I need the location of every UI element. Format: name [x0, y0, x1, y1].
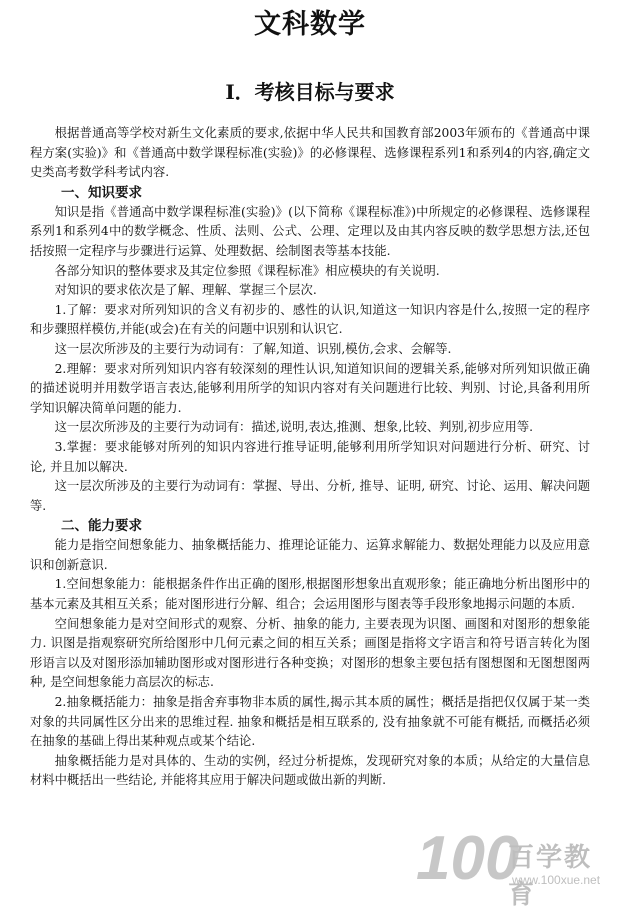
subsection-heading: 二、能力要求	[61, 518, 143, 535]
paragraph: 根据普通高等学校对新生文化素质的要求,依据中华人民共和国教育部2003年颁布的《普通高中课程方案(实验)》和《普通高中数学课程标准(实验)》的必修课程、选修课程系列1和系列4的内容,确定文史类高考数学科考试内容.	[30, 126, 590, 180]
paragraph: 1.空间想象能力：能根据条件作出正确的图形,根据图形想象出直观形象；能正确地分析出图形中的基本元素及其相互关系；能对图形进行分解、组合；会运用图形与图表等手段形象地揭示问题的本质.	[30, 577, 590, 612]
paragraph: 能力是指空间想象能力、抽象概括能力、推理论证能力、运算求解能力、数据处理能力以及应用意识和创新意识.	[30, 538, 590, 572]
document-body	[30, 124, 590, 791]
paragraph: 这一层次所涉及的主要行为动词有：掌握、导出、分析, 推导、证明, 研究、讨论、运用、解决问题等.	[30, 479, 590, 513]
paragraph: 空间想象能力是对空间形式的观察、分析、抽象的能力, 主要表现为识图、画图和对图形的想象能力. 识图是指观察研究所给图形中几何元素之间的相互关系；画图是指将文字语言和符号语言转化为图形语言以及对图形添加辅助图形或对图形进行各种变换；对图形的想象主要包括有图想图和无图想图两种, 是空间想象能力高层次的标志.	[30, 616, 590, 690]
watermark-url: www.100xue.net	[512, 873, 601, 887]
subsection-heading: 一、知识要求	[61, 184, 143, 201]
paragraph: 对知识的要求依次是了解、理解、掌握三个层次.	[54, 283, 317, 298]
paragraph: 各部分知识的整体要求及其定位参照《课程标准》相应模块的有关说明.	[54, 263, 440, 278]
paragraph: 2.抽象概括能力：抽象是指舍弃事物非本质的属性,揭示其本质的属性；概括是指把仅仅属于某一类对象的共同属性区分出来的思维过程. 抽象和概括是相互联系的, 没有抽象就不可能有概括, 而概括必须在抽象的基础上得出某种观点或某个结论.	[30, 695, 590, 749]
section-heading: Ⅰ．考核目标与要求	[225, 80, 395, 104]
paragraph: 这一层次所涉及的主要行为动词有：了解,知道、识别,模仿,会求、会解等.	[54, 341, 452, 356]
watermark-text: 百学教育	[508, 843, 593, 910]
paragraph: 1.了解：要求对所列知识的含义有初步的、感性的认识,知道这一知识内容是什么,按照一定的程序和步骤照样模仿,并能(或会)在有关的问题中识别和认识它.	[30, 302, 590, 337]
page-title: 文科数学	[254, 9, 366, 40]
paragraph: 2.理解：要求对所列知识内容有较深刻的理性认识,知道知识间的逻辑关系,能够对所列知识做正确的描述说明并用数学语言表达,能够利用所学的知识内容对有关问题进行比较、判别、讨论,具备利用所学知识解决简单问题的能力.	[30, 361, 590, 415]
paragraph: 这一层次所涉及的主要行为动词有：描述,说明,表达,推测、想象,比较、判别,初步应用等.	[54, 420, 534, 435]
watermark-number: 100	[416, 824, 520, 893]
watermark-logo	[416, 823, 616, 909]
paragraph: 3.掌握：要求能够对所列的知识内容进行推导证明,能够利用所学知识对问题进行分析、研究、讨论, 并且加以解决.	[30, 439, 590, 474]
paragraph: 知识是指《普通高中数学课程标准(实验)》(以下简称《课程标准》)中所规定的必修课程、选修课程系列1和系列4中的数学概念、性质、法则、公式、公理、定理以及由其内容反映的数学思想方法,还包括按照一定程序与步骤进行运算、处理数据、绘制图表等基本技能.	[30, 204, 590, 258]
paragraph: 抽象概括能力是对具体的、生动的实例，经过分析提炼，发现研究对象的本质；从给定的大量信息材料中概括出一些结论, 并能将其应用于解决问题或做出新的判断.	[30, 753, 590, 788]
